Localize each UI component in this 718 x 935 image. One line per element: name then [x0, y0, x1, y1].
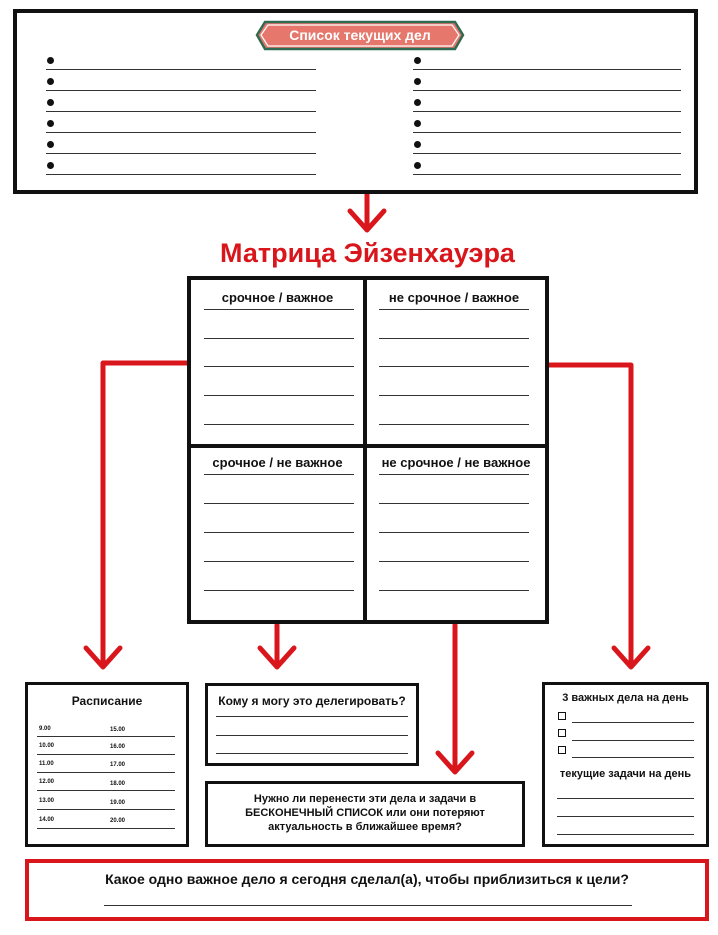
daily-reflection-question: Какое одно важное дело я сегодня сделал(а), чтобы приблизиться к цели? — [105, 871, 629, 887]
quadrant-not-urgent-important-label: не срочное / важное — [388, 290, 520, 305]
quadrant-line[interactable] — [204, 474, 354, 475]
todo-line[interactable] — [413, 132, 681, 133]
bullet-icon — [414, 99, 421, 106]
todo-list-title: Список текущих дел — [289, 27, 431, 43]
quadrant-line[interactable] — [204, 561, 354, 562]
checkbox-icon[interactable] — [558, 712, 566, 720]
schedule-line[interactable] — [37, 754, 175, 755]
current-task-line[interactable] — [557, 798, 694, 799]
bullet-icon — [414, 141, 421, 148]
quadrant-line[interactable] — [379, 561, 529, 562]
bullet-icon — [414, 57, 421, 64]
todo-line[interactable] — [413, 153, 681, 154]
todo-line[interactable] — [413, 174, 681, 175]
important-task-line[interactable] — [572, 740, 694, 741]
schedule-time: 13.00 — [39, 798, 55, 804]
endless-list-question: Нужно ли перенести эти дела и задачи в БЕСКОНЕЧНЫЙ СПИСОК или они потеряют актуальность в ближайшее время? — [245, 793, 485, 833]
todo-line[interactable] — [46, 90, 316, 91]
todo-line[interactable] — [46, 153, 316, 154]
schedule-title: Расписание — [71, 694, 143, 708]
quadrant-line[interactable] — [204, 366, 354, 367]
quadrant-line[interactable] — [379, 590, 529, 591]
important-task-line[interactable] — [572, 722, 694, 723]
important-tasks-title: 3 важных дела на день — [562, 692, 689, 704]
quadrant-line[interactable] — [379, 424, 529, 425]
bullet-icon — [414, 162, 421, 169]
quadrant-line[interactable] — [204, 338, 354, 339]
bullet-icon — [414, 120, 421, 127]
todo-line[interactable] — [413, 111, 681, 112]
quadrant-line[interactable] — [379, 309, 529, 310]
quadrant-line[interactable] — [204, 503, 354, 504]
daily-reflection-line[interactable] — [104, 905, 632, 906]
schedule-time: 12.00 — [39, 779, 55, 785]
schedule-line[interactable] — [37, 828, 175, 829]
schedule-time: 14.00 — [39, 817, 55, 823]
bullet-icon — [47, 57, 54, 64]
todo-line[interactable] — [46, 174, 316, 175]
quadrant-line[interactable] — [204, 590, 354, 591]
matrix-title: Матрица Эйзенхауэра — [220, 238, 515, 268]
todo-line[interactable] — [413, 90, 681, 91]
schedule-time: 19.00 — [110, 800, 126, 806]
bullet-icon — [47, 78, 54, 85]
matrix-horizontal-divider — [187, 444, 549, 448]
schedule-line[interactable] — [37, 736, 175, 737]
current-tasks-title: текущие задачи на день — [559, 768, 692, 780]
checkbox-icon[interactable] — [558, 746, 566, 754]
arrow-matrix-to-daily — [548, 365, 631, 665]
quadrant-urgent-not-important-label: срочное / не важное — [212, 455, 343, 470]
todo-line[interactable] — [46, 132, 316, 133]
schedule-time: 16.00 — [110, 744, 126, 750]
schedule-time: 11.00 — [39, 761, 54, 767]
daily-reflection-panel — [25, 859, 709, 921]
quadrant-line[interactable] — [204, 424, 354, 425]
current-task-line[interactable] — [557, 834, 694, 835]
arrow-matrix-to-schedule — [103, 363, 188, 665]
schedule-line[interactable] — [37, 809, 175, 810]
schedule-time: 10.00 — [39, 743, 55, 749]
delegate-line[interactable] — [216, 735, 408, 736]
quadrant-urgent-important-label: срочное / важное — [221, 290, 334, 305]
todo-line[interactable] — [413, 69, 681, 70]
matrix-vertical-divider — [363, 276, 367, 624]
eisenhower-matrix — [187, 276, 549, 624]
schedule-time: 15.00 — [110, 727, 126, 733]
todo-line[interactable] — [46, 69, 316, 70]
checkbox-icon[interactable] — [558, 729, 566, 737]
schedule-line[interactable] — [37, 772, 175, 773]
quadrant-line[interactable] — [204, 395, 354, 396]
quadrant-line[interactable] — [204, 532, 354, 533]
quadrant-line[interactable] — [204, 309, 354, 310]
delegate-line[interactable] — [216, 716, 408, 717]
quadrant-line[interactable] — [379, 395, 529, 396]
schedule-line[interactable] — [37, 790, 175, 791]
quadrant-line[interactable] — [379, 366, 529, 367]
schedule-time: 18.00 — [110, 781, 126, 787]
bullet-icon — [47, 162, 54, 169]
todo-line[interactable] — [46, 111, 316, 112]
delegate-question: Кому я могу это делегировать? — [218, 694, 406, 708]
quadrant-line[interactable] — [379, 474, 529, 475]
schedule-time: 17.00 — [110, 762, 126, 768]
quadrant-line[interactable] — [379, 532, 529, 533]
quadrant-not-urgent-not-important-label: не срочное / не важное — [381, 455, 531, 470]
quadrant-line[interactable] — [379, 338, 529, 339]
schedule-time: 9.00 — [39, 726, 51, 732]
bullet-icon — [47, 120, 54, 127]
daily-tasks-panel — [542, 682, 709, 847]
bullet-icon — [47, 99, 54, 106]
delegate-line[interactable] — [216, 753, 408, 754]
bullet-icon — [47, 141, 54, 148]
bullet-icon — [414, 78, 421, 85]
quadrant-line[interactable] — [379, 503, 529, 504]
important-task-line[interactable] — [572, 757, 694, 758]
schedule-time: 20.00 — [110, 818, 126, 824]
current-task-line[interactable] — [557, 816, 694, 817]
